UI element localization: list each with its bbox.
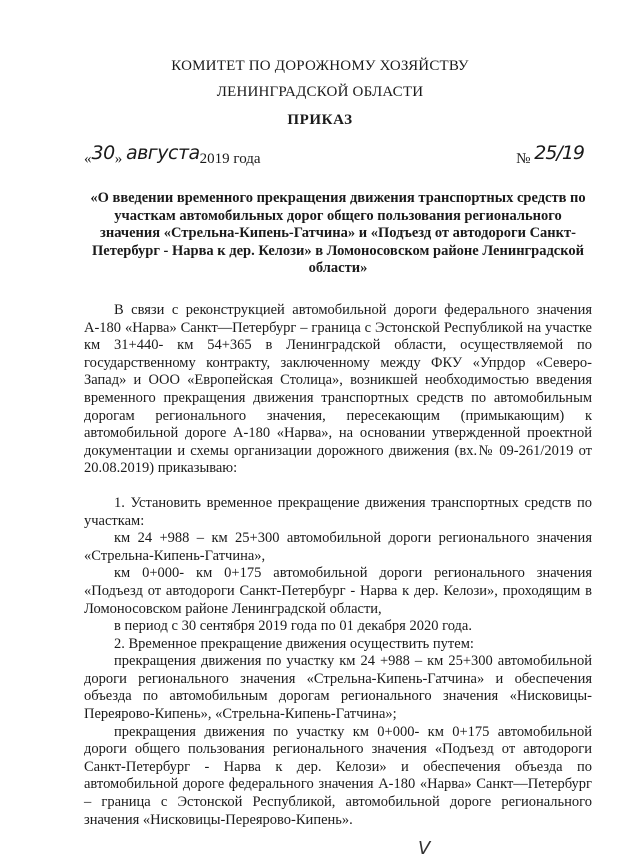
clause-2-section-a: прекращения движения по участку км 24 +988 – км 25+300 автомобильной дороги регионального значения «Стрельна-Кипень-Гатчина» и обеспечения объезда по автомобильным дорогам регионального значения «Нисковицы-Переярово-Кипень», «Стрельна-Кипень-Гатчина»; — [84, 653, 592, 723]
preamble-paragraph: В связи с реконструкцией автомобильной дороги федерального значения А-180 «Нарва» Санкт—Петербург – граница с Эстонской Республикой на участке км 31+440- км 54+365 в Ленинградской области, осуществляемой по государственному контракту, заключенному между ФКУ «Упрдор «Северо-Запад» и ООО «Европейская Столица», возникшей необходимостью введения временного прекращения движения транспортных средств по автомобильным дорогам регионального значения, пересекающим (примыкающим) к автомобильной дороге А-180 «Нарва», на основании утвержденной проектной документации и схемы организации дорожного движения (вх.№ 09-261/2019 от 20.08.2019) приказываю: — [84, 302, 592, 477]
date-month-handwritten: августа — [125, 142, 200, 164]
region-name: ЛЕНИНГРАДСКОЙ ОБЛАСТИ — [216, 84, 424, 100]
order-body — [84, 302, 592, 829]
date-day-handwritten: 30 — [91, 142, 115, 164]
document-type: ПРИКАЗ — [287, 112, 353, 128]
order-date — [84, 142, 261, 168]
clause-2-section-b: прекращения движения по участку км 0+000- км 0+175 автомобильной дороги общего пользования регионального значения «Подъезд от автодороги Санкт-Петербург - Нарва к дер. Келози» и обеспечения объезда по автомобильной дороге федерального значения А-180 «Нарва» Санкт—Петербург – граница с Эстонской Республикой, автомобильной дороге регионального значения «Нисковицы-Переярово-Кипень». — [84, 723, 592, 828]
number-handwritten: 25/19 — [534, 142, 584, 164]
clause-1: 1. Установить временное прекращение движения транспортных средств по участкам: — [84, 494, 592, 529]
clause-1-period: в период с 30 сентября 2019 года по 01 декабря 2020 года. — [114, 618, 472, 635]
committee-name: КОМИТЕТ ПО ДОРОЖНОМУ ХОЗЯЙСТВУ — [171, 58, 469, 74]
clause-2: 2. Временное прекращение движения осуществить путем: — [114, 635, 474, 652]
clause-1-section-b: км 0+000- км 0+175 автомобильной дороги регионального значения «Подъезд от автодороги Санкт-Петербург - Нарва к дер. Келози», проходящим в Ломоносовском районе Ленинградской области, — [84, 565, 592, 617]
clause-1-section-a: км 24 +988 – км 25+300 автомобильной дороги регионального значения «Стрельна-Кипень-Гатчина», — [84, 530, 592, 564]
order-title: «О введении временного прекращения движения транспортных средств по участкам автомобильных дорог общего пользования регионального значения «Стрельна-Кипень-Гатчина» и «Подъезд от автодороги Санкт-Петербург - Нарва к дер. Келози» в Ломоносовском районе Ленинградской области» — [90, 190, 586, 276]
date-close-quote: » — [114, 151, 123, 167]
date-open-quote: « — [84, 151, 92, 167]
order-number — [516, 142, 584, 168]
page-mark-handwritten: V — [418, 838, 431, 859]
date-number-line — [84, 142, 584, 168]
number-prefix: № — [516, 151, 531, 167]
date-year: 2019 года — [199, 151, 261, 167]
